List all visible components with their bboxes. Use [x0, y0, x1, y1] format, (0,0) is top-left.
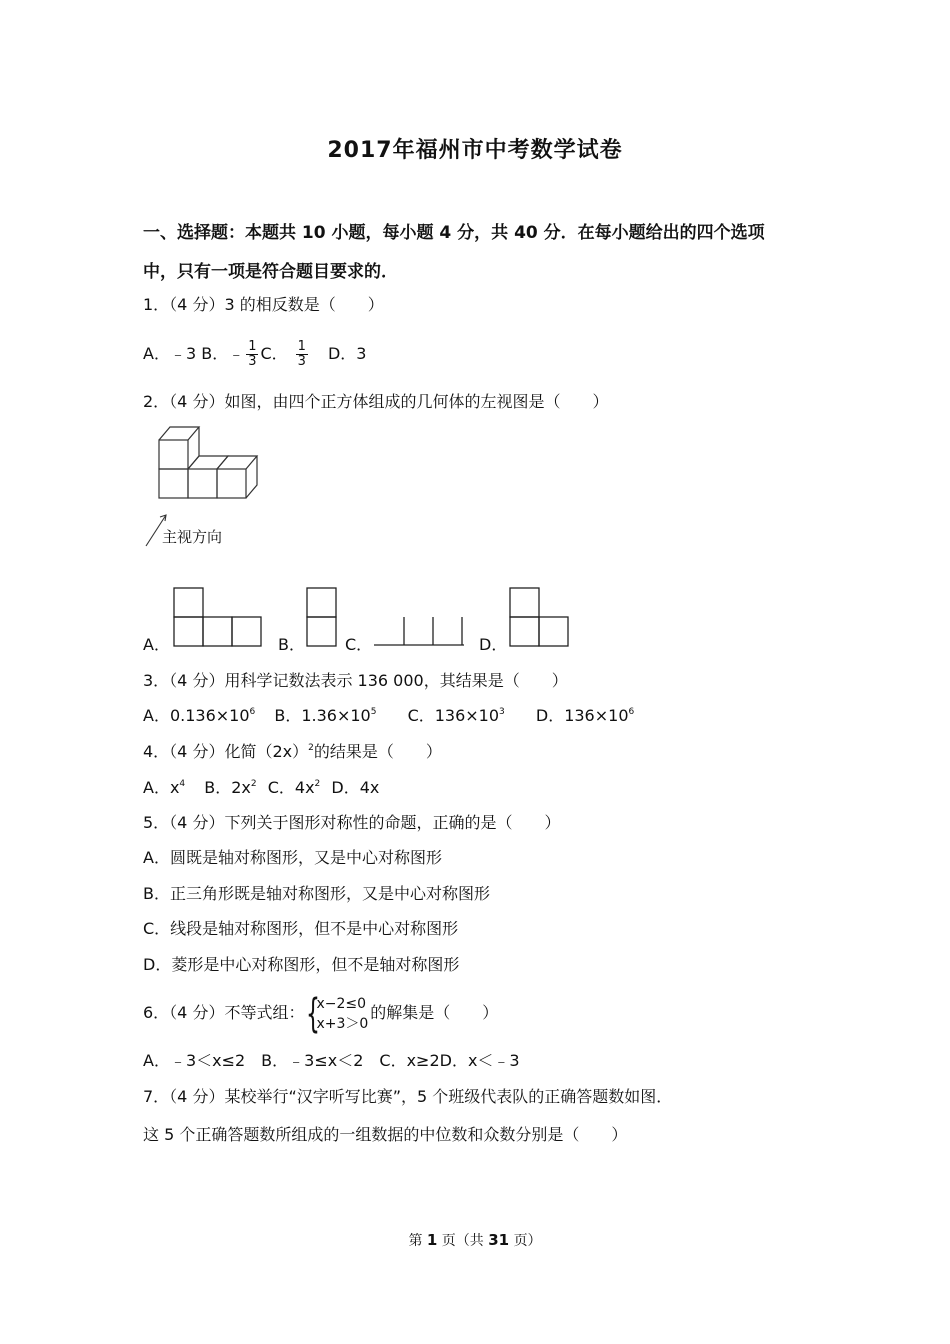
q2-option-b-figure	[305, 586, 340, 648]
footer-total-pages: 31	[488, 1231, 510, 1249]
q4-option-a-exponent: 4	[179, 779, 186, 789]
question-4-options	[143, 778, 379, 798]
question-7-line1: 7．（4 分）某校举行“汉字听写比赛”，5 个班级代表队的正确答题数如图．	[143, 1087, 673, 1106]
q1-fraction-b-numerator: 1	[248, 339, 257, 354]
question-2-stem: 2．（4 分）如图，由四个正方体组成的几何体的左视图是（ ）	[143, 392, 609, 411]
page-footer	[0, 1230, 950, 1250]
question-1-stem: 1．（4 分）3 的相反数是（ ）	[143, 295, 384, 314]
q6-stem-before: 6．（4 分）不等式组：	[143, 1003, 305, 1022]
q4-option-c: C．4x	[267, 778, 315, 797]
q2-option-d-label: D．	[479, 635, 508, 654]
q5-option-d: D．菱形是中心对称图形，但不是轴对称图形	[143, 955, 460, 974]
section-heading-line2: 中，只有一项是符合题目要求的．	[143, 262, 398, 282]
q4-option-d: D．4x	[331, 778, 380, 797]
question-3-stem: 3．（4 分）用科学记数法表示 136 000，其结果是（ ）	[143, 671, 568, 690]
q3-option-d: D．136×10	[535, 706, 629, 725]
footer-suffix: 页）	[513, 1233, 542, 1249]
q5-option-a: A．圆既是轴对称图形，又是中心对称图形	[143, 848, 442, 867]
q1-option-c: C．	[260, 344, 288, 363]
q3-option-b: B．1.36×10	[274, 706, 371, 725]
question-4-stem	[143, 742, 442, 762]
q2-view-direction-label: 主视方向	[162, 528, 223, 546]
q1-fraction-c	[296, 340, 308, 369]
q2-option-c-figure	[372, 612, 468, 648]
q6-stem-after: 的解集是（ ）	[370, 1003, 499, 1022]
q4-option-b: B．2x	[204, 778, 251, 797]
section-heading-line1: 一、选择题：本题共 10 小题，每小题 4 分，共 40 分．在每小题给出的四个选项	[143, 223, 765, 243]
q3-option-a-exponent: 6	[249, 707, 256, 717]
q2-option-a-figure	[172, 586, 266, 648]
q1-fraction-b-denominator: 3	[248, 354, 257, 369]
q6-options: A．﹣3＜x≤2 B．﹣3≤x＜2 C．x≥2D．x＜﹣3	[143, 1051, 520, 1070]
q4-option-b-exponent: 2	[250, 779, 257, 789]
q4-stem-exponent: 2	[308, 743, 314, 753]
q1-fraction-c-denominator: 3	[297, 354, 306, 369]
q2-option-c-label: C．	[345, 635, 373, 654]
q1-option-d: D．3	[327, 344, 367, 363]
q5-option-c: C．线段是轴对称图形，但不是中心对称图形	[143, 919, 459, 938]
question-5-stem: 5．（4 分）下列关于图形对称性的命题，正确的是（ ）	[143, 813, 561, 832]
q3-option-b-exponent: 5	[370, 707, 377, 717]
q1-option-a-b: A．﹣3 B．﹣	[143, 344, 245, 363]
footer-middle: 页（共	[441, 1233, 484, 1249]
q4-option-c-exponent: 2	[314, 779, 321, 789]
q3-option-d-exponent: 6	[628, 707, 635, 717]
question-7-line2: 这 5 个正确答题数所组成的一组数据的中位数和众数分别是（ ）	[143, 1125, 628, 1144]
footer-prefix: 第	[408, 1233, 423, 1249]
q1-fraction-c-numerator: 1	[297, 339, 306, 354]
q4-stem-before: 4．（4 分）化简（2x）	[143, 742, 309, 761]
q3-option-a: A．0.136×10	[143, 706, 250, 725]
question-3-options	[143, 706, 634, 726]
q4-option-a: A．x	[143, 778, 180, 797]
left-brace-icon: {	[306, 990, 321, 1037]
q2-option-d-figure	[508, 586, 572, 648]
page-title: 2017年福州市中考数学试卷	[327, 138, 623, 163]
q3-option-c-exponent: 3	[499, 707, 505, 717]
q5-option-b: B．正三角形既是轴对称图形，又是中心对称图形	[143, 884, 490, 903]
question-6-stem	[143, 990, 499, 1037]
q6-inequality-1: x−2≤0	[316, 995, 367, 1012]
q3-option-c: C．136×10	[407, 706, 500, 725]
q6-inequality-system	[306, 990, 369, 1037]
q1-fraction-b	[246, 340, 258, 369]
q2-option-b-label: B．	[278, 635, 305, 654]
q2-option-a-label: A．	[143, 635, 170, 654]
question-1-options	[143, 340, 366, 369]
footer-page-number: 1	[426, 1231, 438, 1249]
q6-inequality-2: x+3＞0	[316, 1015, 369, 1032]
q4-stem-after: 的结果是（ ）	[313, 742, 442, 761]
